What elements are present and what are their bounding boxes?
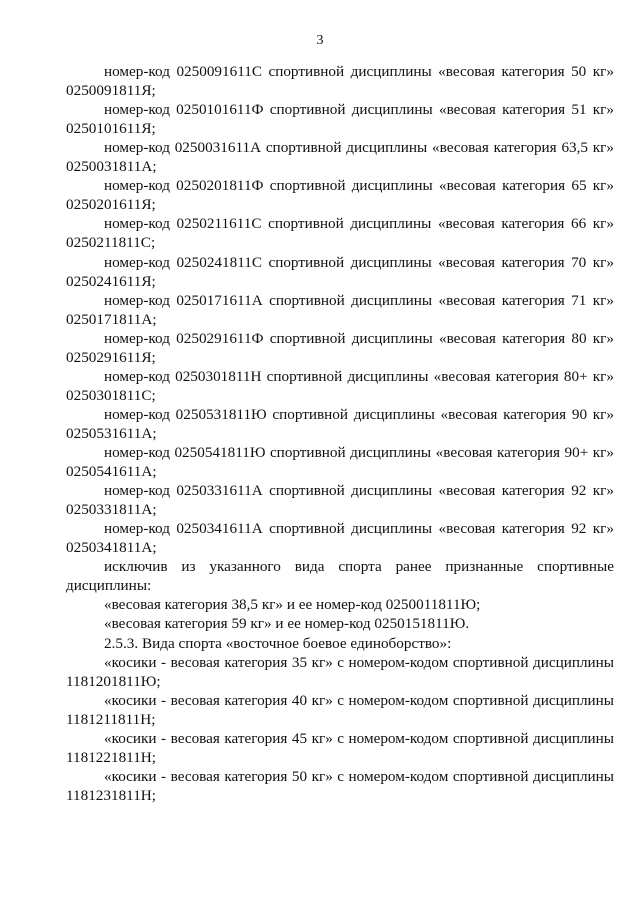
- text-line: [0, 615, 640, 633]
- text-line-content: 1181221811Н;: [66, 748, 156, 766]
- text-line: [0, 292, 640, 310]
- text-line-content: 0250241611Я;: [66, 272, 156, 290]
- text-line-content: номер-код 0250241811С спортивной дисциплины «весовая категория 70 кг»: [104, 253, 614, 271]
- text-line-content: «весовая категория 38,5 кг» и ее номер-код 0250011811Ю;: [104, 596, 481, 614]
- text-line: [0, 730, 640, 748]
- text-line-content: номер-код 0250541811Ю спортивной дисциплины «весовая категория 90+ кг»: [104, 444, 614, 461]
- text-line: [0, 444, 640, 462]
- text-line: [0, 711, 640, 729]
- text-line: [0, 768, 640, 786]
- text-line: [0, 482, 640, 500]
- text-line-content: номер-код 0250211611С спортивной дисциплины «весовая категория 66 кг»: [104, 215, 614, 233]
- text-line-content: 0250541611А;: [66, 463, 157, 481]
- text-line-content: 1181211811Н;: [66, 710, 156, 728]
- text-line: [0, 349, 640, 367]
- text-line: [0, 501, 640, 519]
- text-line: [0, 749, 640, 767]
- text-line-content: исключив из указанного вида спорта ранее признанные спортивные: [104, 558, 614, 576]
- text-line: [0, 692, 640, 710]
- text-line-content: номер-код 0250331611А спортивной дисциплины «весовая категория 92 кг»: [104, 482, 614, 500]
- text-line-content: 0250171811А;: [66, 310, 157, 328]
- text-line-content: «косики - весовая категория 50 кг» с номером-кодом спортивной дисциплины: [104, 767, 614, 785]
- text-line-content: дисциплины:: [66, 577, 152, 595]
- text-line: [0, 368, 640, 386]
- text-line: [0, 254, 640, 272]
- text-line: [0, 558, 640, 576]
- text-line: [0, 787, 640, 805]
- text-line: [0, 215, 640, 233]
- text-line-content: номер-код 0250101611Ф спортивной дисциплины «весовая категория 51 кг»: [104, 101, 614, 119]
- text-line-content: номер-код 0250301811Н спортивной дисциплины «весовая категория 80+ кг»: [104, 367, 614, 385]
- page-number: 3: [316, 33, 324, 48]
- text-line-content: 1181201811Ю;: [66, 672, 161, 690]
- text-line: [0, 101, 640, 119]
- text-line: [0, 673, 640, 691]
- text-line-content: «весовая категория 59 кг» и ее номер-код 0250151811Ю.: [104, 615, 470, 633]
- text-line-content: 0250301811С;: [66, 386, 156, 404]
- text-line-content: номер-код 0250531811Ю спортивной дисциплины «весовая категория 90 кг»: [104, 405, 614, 423]
- text-line-content: номер-код 0250171611А спортивной дисциплины «весовая категория 71 кг»: [104, 291, 614, 309]
- text-line: [0, 654, 640, 672]
- text-line-content: 0250101611Я;: [66, 120, 156, 138]
- text-line: [0, 196, 640, 214]
- text-line: [0, 234, 640, 252]
- text-line-content: 0250211811С;: [66, 234, 156, 252]
- text-line: [0, 273, 640, 291]
- text-line-content: 0250291611Я;: [66, 348, 156, 366]
- text-line-content: номер-код 0250291611Ф спортивной дисциплины «весовая категория 80 кг»: [104, 329, 614, 347]
- text-line-content: номер-код 0250341611А спортивной дисциплины «весовая категория 92 кг»: [104, 520, 614, 538]
- text-line-content: 0250331811А;: [66, 501, 157, 519]
- text-line: [0, 406, 640, 424]
- text-line: [0, 63, 640, 81]
- text-line: [0, 158, 640, 176]
- text-line: [0, 539, 640, 557]
- text-line-content: 0250201611Я;: [66, 196, 156, 214]
- text-line-content: «косики - весовая категория 45 кг» с номером-кодом спортивной дисциплины: [104, 729, 614, 747]
- text-line-content: 0250031811А;: [66, 158, 157, 176]
- text-line-content: «косики - весовая категория 40 кг» с номером-кодом спортивной дисциплины: [104, 691, 614, 709]
- text-line: [0, 330, 640, 348]
- text-line: [0, 635, 640, 653]
- text-line: [0, 463, 640, 481]
- text-line-content: «косики - весовая категория 35 кг» с номером-кодом спортивной дисциплины: [104, 653, 614, 671]
- text-line-content: 0250091811Я;: [66, 82, 156, 100]
- text-line-content: 0250341811А;: [66, 539, 157, 557]
- text-line: [0, 177, 640, 195]
- text-line: [0, 139, 640, 157]
- text-line: [0, 387, 640, 405]
- text-line: [0, 425, 640, 443]
- text-line-content: 1181231811Н;: [66, 786, 156, 804]
- text-line: [0, 311, 640, 329]
- text-line-content: 2.5.3. Вида спорта «восточное боевое единоборство»:: [104, 634, 452, 652]
- text-line: [0, 577, 640, 595]
- text-line-content: номер-код 0250091611С спортивной дисциплины «весовая категория 50 кг»: [104, 63, 614, 80]
- text-line-content: 0250531611А;: [66, 424, 157, 442]
- text-line: [0, 520, 640, 538]
- text-line-content: номер-код 0250031611А спортивной дисциплины «весовая категория 63,5 кг»: [104, 139, 614, 157]
- text-line-content: номер-код 0250201811Ф спортивной дисциплины «весовая категория 65 кг»: [104, 177, 614, 195]
- text-line: [0, 120, 640, 138]
- text-line: [0, 596, 640, 614]
- text-line: [0, 82, 640, 100]
